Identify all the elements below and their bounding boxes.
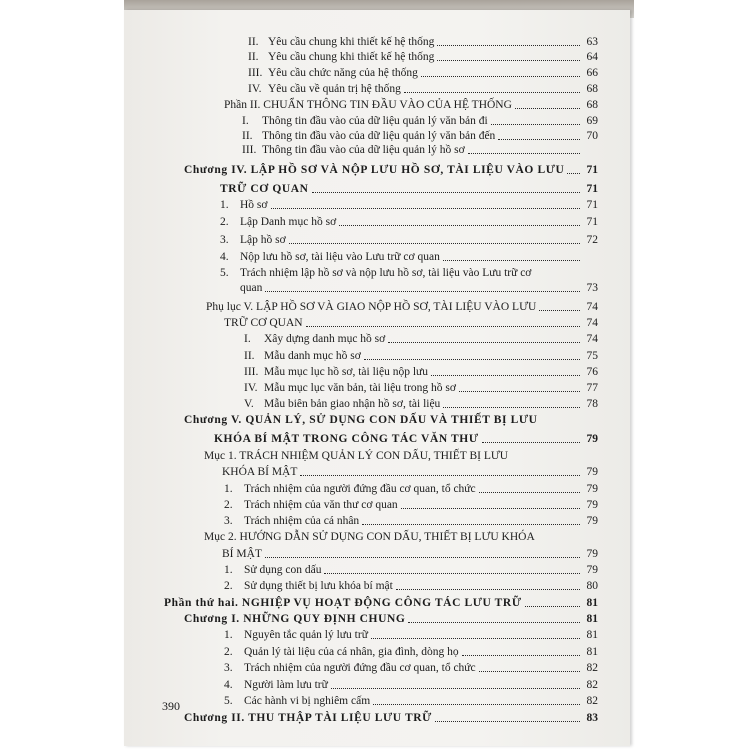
toc-number: I. [242, 115, 249, 127]
toc-text: Trách nhiệm lập hồ sơ và nộp lưu hồ sơ, tài liệu vào Lưu trữ cơ [240, 267, 532, 279]
toc-entry [204, 528, 598, 543]
toc-page: 79 [586, 548, 598, 560]
toc-text: Mẫu mục lục hồ sơ, tài liệu nộp lưu [264, 366, 429, 378]
toc-entry [240, 279, 598, 294]
toc-chapter-heading [184, 161, 598, 176]
toc-number: IV. [244, 382, 258, 394]
toc-page: 79 [586, 483, 598, 495]
toc-text: Lập hồ sơ [240, 234, 286, 246]
toc-page: 71 [586, 183, 598, 195]
toc-page: 70 [586, 130, 598, 142]
toc-entry [224, 496, 598, 511]
toc-number: 3. [224, 515, 233, 527]
toc-entry [222, 545, 598, 560]
toc-number: 5. [224, 695, 233, 707]
toc-text: Yêu cầu về quản trị hệ thống [268, 83, 401, 95]
toc-leader [289, 243, 580, 244]
toc-leader [567, 173, 580, 174]
toc-text: Trách nhiệm của cá nhân [244, 515, 360, 527]
toc-page: 74 [586, 333, 598, 345]
toc-leader [339, 225, 580, 226]
toc-chapter-heading [184, 709, 598, 724]
toc-entry [220, 213, 598, 228]
book-page [124, 10, 630, 746]
toc-leader [388, 342, 580, 343]
toc-entry [242, 141, 598, 156]
toc-entry [224, 512, 598, 527]
toc-text: Quản lý tài liệu của cá nhân, gia đình, dòng họ [244, 646, 459, 658]
toc-leader [462, 655, 580, 656]
toc-text: Chương I. NHỮNG QUY ĐỊNH CHUNG [184, 613, 406, 625]
toc-entry [224, 314, 598, 329]
toc-text: KHÓA BÍ MẬT TRONG CÔNG TÁC VĂN THƯ [214, 433, 479, 445]
toc-number: 1. [224, 564, 233, 576]
toc-entry [224, 659, 598, 674]
toc-text: Mục 2. HƯỚNG DẪN SỬ DỤNG CON DẤU, THIẾT BỊ LƯU KHÓA [204, 531, 535, 543]
toc-page: 71 [586, 164, 598, 176]
toc-page: 74 [586, 301, 598, 313]
toc-leader [401, 508, 580, 509]
toc-leader [404, 92, 580, 93]
toc-leader [271, 208, 581, 209]
toc-page: 81 [586, 613, 598, 625]
toc-leader [459, 391, 580, 392]
toc-entry [248, 33, 598, 48]
toc-entry [244, 330, 598, 345]
toc-page: 76 [586, 366, 598, 378]
toc-leader [312, 192, 580, 193]
toc-leader [408, 622, 580, 623]
toc-entry [224, 626, 598, 641]
toc-number: 2. [220, 216, 229, 228]
toc-page: 63 [586, 36, 598, 48]
toc-entry [224, 577, 598, 592]
toc-number: III. [248, 67, 263, 79]
toc-page: 80 [586, 580, 598, 592]
toc-leader [479, 671, 580, 672]
toc-page: 71 [586, 216, 598, 228]
toc-text: Yêu cầu chức năng của hệ thống [268, 67, 418, 79]
toc-page: 79 [586, 564, 598, 576]
toc-leader [373, 704, 580, 705]
toc-page: 78 [586, 398, 598, 410]
toc-text: Nguyên tắc quản lý lưu trữ [244, 629, 368, 641]
toc-leader [515, 108, 580, 109]
toc-leader [324, 573, 580, 574]
toc-leader [371, 638, 580, 639]
toc-text: Yêu cầu chung khi thiết kế hệ thống [268, 51, 435, 63]
toc-text: Thông tin đầu vào của dữ liệu quản lý văn bản đến [262, 130, 496, 142]
toc-number: 1. [224, 629, 233, 641]
toc-number: 5. [220, 267, 229, 279]
toc-leader [396, 589, 580, 590]
toc-entry [242, 127, 598, 142]
toc-page: 81 [586, 629, 598, 641]
toc-text: Thông tin đầu vào của dữ liệu quản lý văn bản đi [262, 115, 488, 127]
toc-entry [224, 676, 598, 691]
toc-number: II. [242, 130, 253, 142]
toc-leader [498, 139, 580, 140]
toc-entry [248, 80, 598, 95]
toc-number: 3. [220, 234, 229, 246]
toc-chapter-heading [184, 411, 598, 426]
toc-entry [224, 692, 598, 707]
toc-page: 64 [586, 51, 598, 63]
toc-leader [539, 310, 580, 311]
toc-entry [224, 643, 598, 658]
toc-text: TRỮ CƠ QUAN [224, 317, 303, 329]
toc-entry [224, 480, 598, 495]
toc-number: 4. [220, 251, 229, 263]
toc-page: 82 [586, 662, 598, 674]
toc-number: 4. [224, 679, 233, 691]
toc-text: Lập Danh mục hồ sơ [240, 216, 337, 228]
toc-number: III. [244, 366, 259, 378]
toc-page: 74 [586, 317, 598, 329]
toc-page: 72 [586, 234, 598, 246]
toc-page: 69 [586, 115, 598, 127]
toc-page: 68 [586, 83, 598, 95]
toc-page: 66 [586, 67, 598, 79]
toc-number: V. [244, 398, 254, 410]
toc-leader [364, 359, 580, 360]
toc-text: Sử dụng thiết bị lưu khóa bí mật [244, 580, 393, 592]
toc-text: Trách nhiệm của người đứng đầu cơ quan, tổ chức [244, 662, 476, 674]
toc-text: Phụ lục V. LẬP HỒ SƠ VÀ GIAO NỘP HỒ SƠ, TÀI LIỆU VÀO LƯU [206, 301, 537, 313]
toc-text: Nộp lưu hồ sơ, tài liệu vào Lưu trữ cơ quan [240, 251, 440, 263]
toc-entry [244, 363, 598, 378]
toc-text: Mẫu danh mục hồ sơ [264, 350, 361, 362]
toc-leader [437, 45, 580, 46]
toc-text: Các hành vi bị nghiêm cấm [244, 695, 371, 707]
toc-chapter-heading [184, 610, 598, 625]
toc-leader [362, 524, 580, 525]
toc-number: 2. [224, 646, 233, 658]
toc-text: Yêu cầu chung khi thiết kế hệ thống [268, 36, 435, 48]
toc-page: 77 [586, 382, 598, 394]
toc-page: 81 [586, 646, 598, 658]
toc-leader [421, 76, 580, 77]
toc-number: 2. [224, 580, 233, 592]
toc-entry [248, 48, 598, 63]
toc-entry [248, 64, 598, 79]
toc-number: 3. [224, 662, 233, 674]
toc-leader [482, 442, 580, 443]
toc-text: KHÓA BÍ MẬT [222, 466, 298, 478]
toc-number: 2. [224, 499, 233, 511]
toc-number: II. [248, 36, 259, 48]
toc-entry [220, 248, 598, 263]
toc-page: 68 [586, 99, 598, 111]
toc-entry [220, 196, 598, 211]
toc-page: 71 [586, 199, 598, 211]
toc-text: Trách nhiệm của văn thư cơ quan [244, 499, 398, 511]
toc-text: Mục 1. TRÁCH NHIỆM QUẢN LÝ CON DẤU, THIẾT BỊ LƯU [204, 450, 509, 462]
page-number: 390 [162, 699, 180, 713]
toc-text: Chương II. THU THẬP TÀI LIỆU LƯU TRỮ [184, 712, 432, 724]
toc-leader [468, 153, 580, 154]
toc-text: quan [240, 282, 263, 294]
toc-number: II. [248, 51, 259, 63]
toc-chapter-heading [220, 180, 598, 195]
toc-page: 73 [586, 282, 598, 294]
toc-text: TRỮ CƠ QUAN [220, 183, 309, 195]
toc-leader [443, 260, 580, 261]
toc-number: III. [242, 144, 257, 156]
toc-entry [224, 561, 598, 576]
toc-leader [479, 492, 580, 493]
toc-text: Người làm lưu trữ [244, 679, 328, 691]
toc-text: Phần thứ hai. NGHIỆP VỤ HOẠT ĐỘNG CÔNG TÁC LƯU TRỮ [164, 597, 522, 609]
toc-text: Mẫu biên bản giao nhận hồ sơ, tài liệu [264, 398, 441, 410]
toc-page: 83 [586, 712, 598, 724]
toc-leader [431, 375, 580, 376]
toc-page: 79 [586, 499, 598, 511]
toc-entry [242, 112, 598, 127]
toc-entry [220, 264, 598, 279]
toc-text: Phần II. CHUẨN THÔNG TIN ĐẦU VÀO CỦA HỆ THỐNG [224, 99, 512, 111]
toc-entry [206, 298, 598, 313]
toc-text: Sử dụng con dấu [244, 564, 322, 576]
toc-text: Trách nhiệm của người đứng đầu cơ quan, tổ chức [244, 483, 476, 495]
toc-leader [491, 124, 580, 125]
toc-entry [244, 395, 598, 410]
toc-number: I. [244, 333, 251, 345]
toc-page: 75 [586, 350, 598, 362]
toc-entry [244, 379, 598, 394]
toc-leader [437, 60, 580, 61]
toc-number: 1. [224, 483, 233, 495]
toc-text: Mẫu mục lục văn bản, tài liệu trong hồ sơ [264, 382, 456, 394]
toc-leader [306, 326, 580, 327]
toc-page: 79 [586, 515, 598, 527]
toc-leader [435, 721, 580, 722]
toc-entry [222, 463, 598, 478]
toc-text: Chương IV. LẬP HỒ SƠ VÀ NỘP LƯU HỒ SƠ, TÀI LIỆU VÀO LƯU [184, 164, 565, 176]
toc-text: Xây dựng danh mục hồ sơ [264, 333, 386, 345]
toc-text: Chương V. QUẢN LÝ, SỬ DỤNG CON DẤU VÀ THIẾT BỊ LƯU [184, 414, 538, 426]
toc-text: Hồ sơ [240, 199, 268, 211]
toc-page: 79 [586, 433, 598, 445]
toc-entry [220, 231, 598, 246]
toc-chapter-heading [214, 430, 598, 445]
toc-entry [224, 96, 598, 111]
toc-leader [265, 291, 580, 292]
toc-leader [300, 475, 580, 476]
toc-leader [331, 688, 580, 689]
toc-page: 79 [586, 466, 598, 478]
toc-number: 1. [220, 199, 229, 211]
toc-page: 82 [586, 679, 598, 691]
toc-entry [244, 347, 598, 362]
toc-leader [265, 557, 580, 558]
toc-number: IV. [248, 83, 262, 95]
toc-text: BÍ MẬT [222, 548, 262, 560]
toc-leader [525, 606, 580, 607]
toc-entry [204, 447, 598, 462]
toc-part-heading [164, 594, 598, 609]
toc-number: II. [244, 350, 255, 362]
toc-page: 82 [586, 695, 598, 707]
toc-text: Thông tin đầu vào của dữ liệu quản lý hồ sơ [262, 144, 465, 156]
toc-page: 81 [586, 597, 598, 609]
toc-leader [443, 407, 580, 408]
